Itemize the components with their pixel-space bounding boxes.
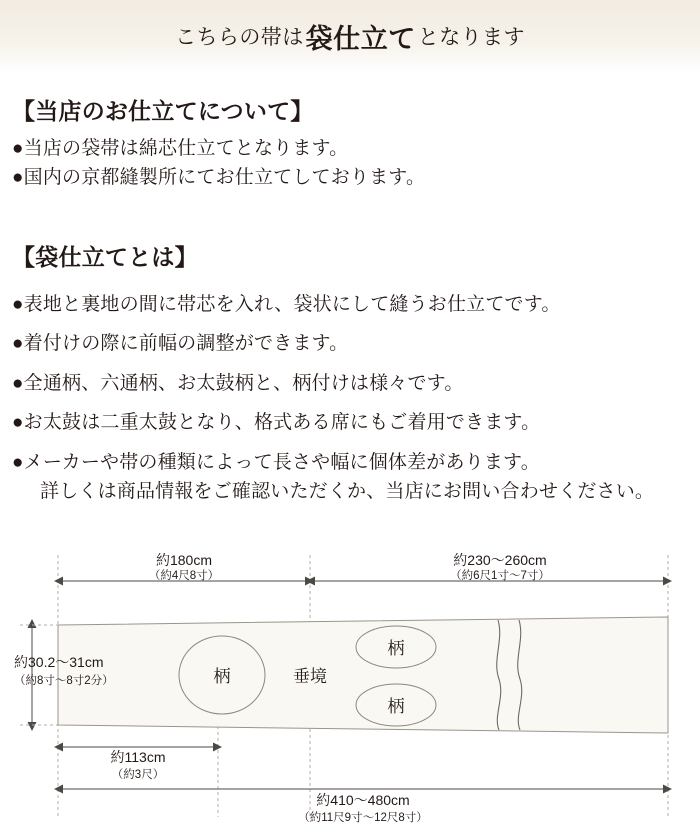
page-title-suffix: となります xyxy=(417,25,525,49)
boundary-label: 垂境 xyxy=(293,667,327,686)
dim-top-left: 約180cm xyxy=(155,552,213,568)
section1-line-1: ●当店の袋帯は綿芯仕立てとなります。 xyxy=(12,138,349,159)
dim-left-height-sub: （約8寸〜8寸2分） xyxy=(14,675,114,687)
dim-bottom-left-sub: （約3尺） xyxy=(111,769,165,781)
pattern-label-main: 柄 xyxy=(213,667,231,686)
dim-top-right-sub: （約6尺1寸〜7寸） xyxy=(450,570,550,582)
pattern-label-2: 柄 xyxy=(387,639,405,658)
section1-line-2: ●国内の京都縫製所にてお仕立てしております。 xyxy=(12,167,426,189)
content-body xyxy=(0,78,700,507)
dim-top-left-sub: （約4尺8寸） xyxy=(148,570,220,582)
dim-bottom-total: 約410〜480cm xyxy=(316,792,410,808)
section-heading-2: 【袋仕立てとは】 xyxy=(12,244,198,270)
section2-indent-line: 詳しくは商品情報をご確認いただくか、当店にお問い合わせください。 xyxy=(40,481,655,503)
dim-left-height: 約30.2〜31cm xyxy=(14,654,104,670)
page-title xyxy=(0,0,700,72)
dim-top-right: 約230〜260cm xyxy=(453,552,547,568)
section2-line-5: ●メーカーや帯の種類によって長さや幅に個体差があります。 xyxy=(12,451,540,473)
page-title-emphasis: 袋仕立て xyxy=(305,23,416,54)
section-heading-1: 【当店のお仕立てについて】 xyxy=(12,99,314,124)
page-title-prefix: こちらの帯は xyxy=(175,25,304,49)
section2-line-3: ●全通柄、六通柄、お太鼓柄と、柄付けは様々です。 xyxy=(12,372,464,394)
section2-line-4: ●お太鼓は二重太鼓となり、格式ある席にもご着用できます。 xyxy=(12,412,541,434)
obi-dimension-diagram xyxy=(0,527,700,840)
dim-bottom-total-sub: （約11尺9寸〜12尺8寸） xyxy=(298,812,428,824)
section2-line-1: ●表地と裏地の間に帯芯を入れ、袋状にして縫うお仕立てです。 xyxy=(12,293,561,315)
dim-bottom-left: 約113cm xyxy=(110,749,166,765)
pattern-label-3: 柄 xyxy=(387,697,405,716)
section2-line-2: ●着付けの際に前幅の調整ができます。 xyxy=(12,333,349,355)
